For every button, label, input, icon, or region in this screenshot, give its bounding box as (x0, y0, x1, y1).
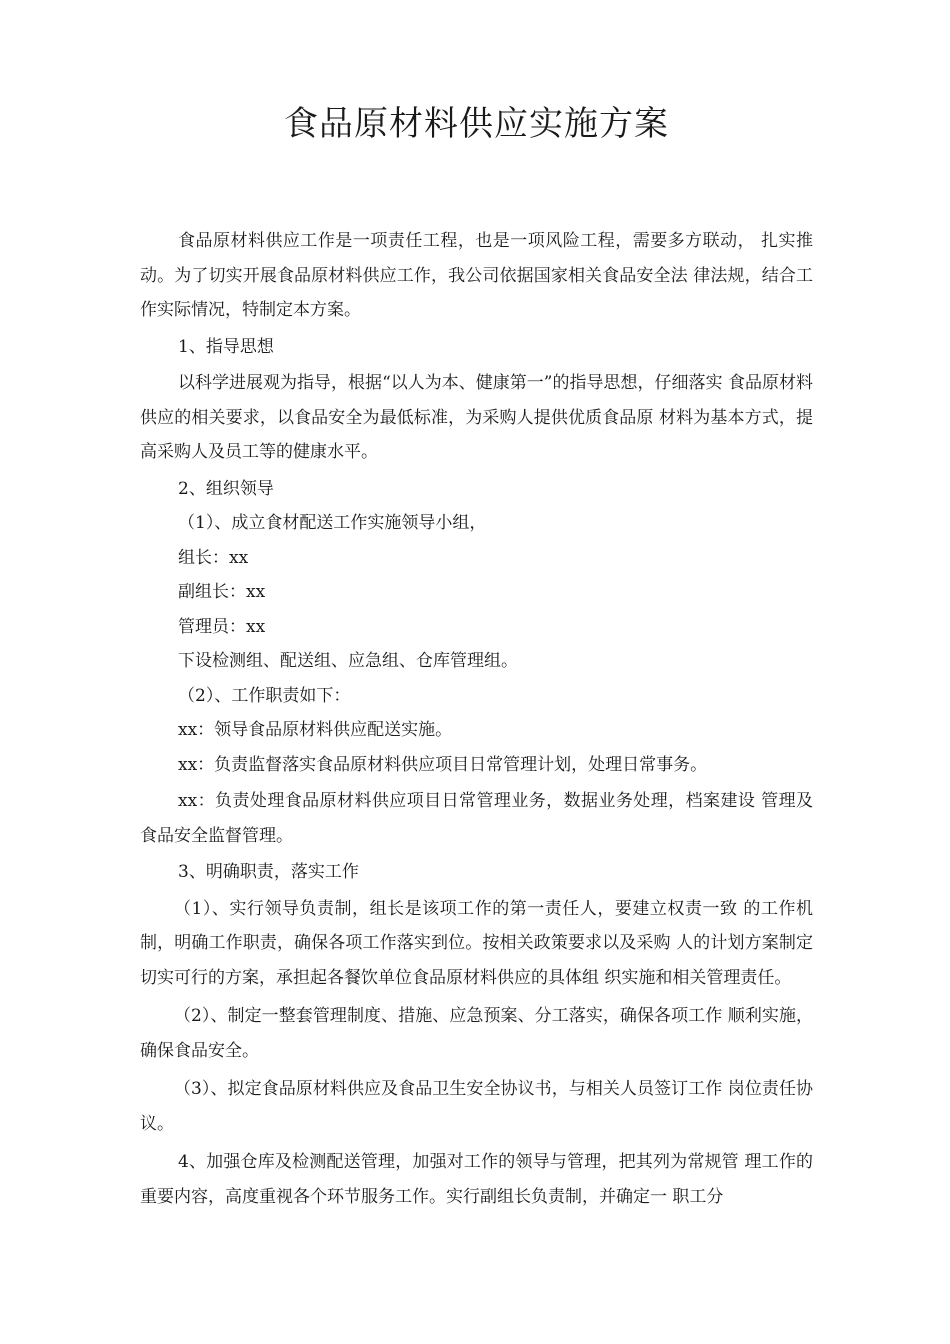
section-heading-2: 2、组织领导 (178, 478, 274, 499)
section-heading-1: 1、指导思想 (178, 336, 274, 357)
document-title: 食品原材料供应实施方案 (284, 104, 669, 144)
list-item: xx：负责监督落实食品原材料供应项目日常管理计划，处理日常事务。 (178, 754, 708, 775)
paragraph-item-1: （1）、实行领导负责制，组长是该项工作的第一责任人，要建立权责一致 的工作机制，明确工作职责，确保各项工作落实到位。按相关政策要求以及采购 人的计划方案制定切实可行的方案，承担起各餐饮单位食品原材料供应的具体组 织实施和相关管理责任。 (140, 898, 813, 988)
section-heading-3: 3、明确职责，落实工作 (178, 862, 359, 882)
list-item: 管理员：xx (178, 616, 266, 637)
list-item: 副组长：xx (178, 582, 266, 602)
paragraph-section-4: 4、加强仓库及检测配送管理，加强对工作的领导与管理，把其列为常规管 理工作的重要内容，高度重视各个环节服务工作。实行副组长负责制，并确定一 职工分 (140, 1152, 813, 1207)
list-item: 下设检测组、配送组、应急组、仓库管理组。 (178, 651, 518, 671)
list-item: （1）、成立食材配送工作实施领导小组， (178, 513, 487, 533)
list-item: （2）、工作职责如下： (178, 685, 351, 706)
list-item: 组长：xx (178, 547, 249, 568)
paragraph-duty: xx：负责处理食品原材料供应项目日常管理业务，数据业务处理，档案建设 管理及食品安全监督管理。 (140, 791, 813, 846)
intro-paragraph: 食品原材料供应工作是一项责任工程，也是一项风险工程，需要多方联动， 扎实推动。为了切实开展食品原材料供应工作，我公司依据国家相关食品安全法 律法规，结合工作实际情况，特制定本方案。 (140, 231, 813, 320)
paragraph-guiding-thought: 以科学进展观为指导，根据“以人为本、健康第一”的指导思想，仔细落实 食品原材料供应的相关要求，以食品安全为最低标准，为采购人提供优质食品原 材料为基本方式，提高采购人及员工等的健康水平。 (140, 373, 813, 462)
document-body (140, 224, 813, 1214)
paragraph-item-3: （3）、拟定食品原材料供应及食品卫生安全协议书，与相关人员签订工作 岗位责任协议。 (140, 1079, 813, 1134)
list-item: xx：领导食品原材料供应配送实施。 (178, 720, 453, 740)
paragraph-item-2: （2）、制定一整套管理制度、措施、应急预案、分工落实，确保各项工作 顺利实施，确保食品安全。 (140, 1006, 813, 1061)
